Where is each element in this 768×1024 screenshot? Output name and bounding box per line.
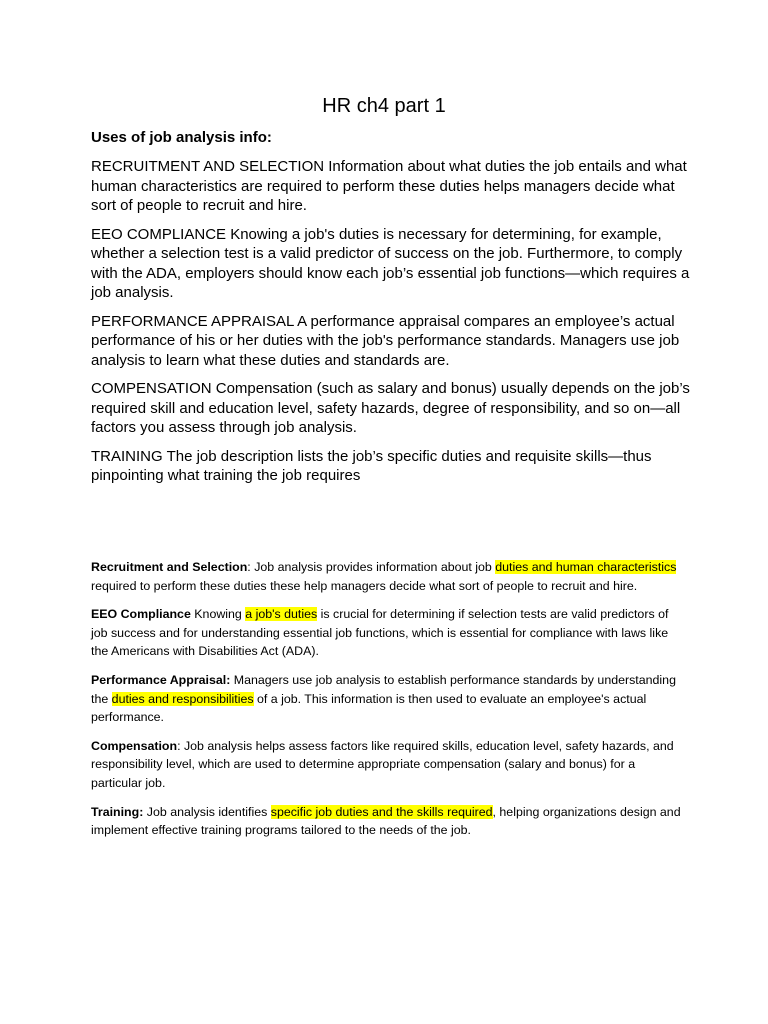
- summary-text: required to perform these duties these help managers decide what sort of people to recruit and hire.: [91, 578, 638, 593]
- summary-training: [91, 803, 681, 840]
- summary-performance: [91, 671, 681, 727]
- paragraph-eeo: EEO COMPLIANCE Knowing a job's duties is necessary for determining, for example, whether a selection test is a valid predictor of success on the job. Furthermore, to comply with the ADA, employers should know each job’s essential job functions—which requires a job analysis.: [91, 225, 690, 301]
- highlighted-text: a job's duties: [245, 607, 318, 622]
- summary-text: Managers use job analysis to establish performance standards by understanding the: [91, 672, 676, 706]
- paragraph-training: TRAINING The job description lists the job’s specific duties and requisite skills—thus pinpointing what training the job requires: [91, 447, 652, 484]
- summary-eeo: [91, 605, 681, 661]
- highlighted-text: duties and human characteristics: [495, 560, 677, 574]
- original-notes: [91, 128, 691, 495]
- section-heading: Uses of job analysis info:: [91, 129, 272, 146]
- summary-label: Compensation: [91, 738, 178, 753]
- summary-label: Performance Appraisal:: [91, 672, 231, 687]
- highlighted-text: specific job duties and the skills required: [270, 804, 493, 819]
- summary-text: Job analysis provides information about job: [250, 560, 496, 574]
- summary-text: of a job. This information is then used to evaluate an employee's actual performance.: [91, 691, 647, 725]
- summary-text: , helping organizations design and implement effective training programs tailored to the needs of the job.: [91, 804, 681, 838]
- summary-text: Knowing: [190, 607, 246, 622]
- summary-label: Training:: [91, 804, 144, 819]
- highlighted-text: duties and responsibilities: [111, 691, 254, 706]
- summary-text: Job analysis helps assess factors like required skills, education level, safety hazards, and responsibility level, which are used to determine appropriate compensation (salary and bonus) for a particular job.: [91, 738, 674, 790]
- summary-colon: :: [247, 560, 251, 574]
- paragraph-performance: PERFORMANCE APPRAISAL A performance appraisal compares an employee’s actual performance of his or her duties with the job's performance standards. Managers use job analysis to learn what these duties and standards are.: [91, 312, 680, 369]
- summary-colon: :: [177, 738, 181, 753]
- summary-text: is crucial for determining if selection tests are valid predictors of job success and for understanding essential job functions, which is essential for compliance with laws like the Americans with Disabilities Act (ADA).: [91, 607, 669, 659]
- summary-notes: [91, 558, 681, 850]
- paragraph-recruitment: RECRUITMENT AND SELECTION Information about what duties the job entails and what human characteristics are required to perform these duties helps managers decide what sort of people to recruit and hire.: [91, 158, 687, 214]
- page-title: HR ch4 part 1: [322, 95, 446, 117]
- summary-recruitment: [91, 558, 681, 595]
- summary-text: Job analysis identifies: [143, 804, 271, 819]
- summary-label: Recruitment and Selection: [91, 560, 248, 574]
- paragraph-compensation: COMPENSATION Compensation (such as salary and bonus) usually depends on the job’s required skill and education level, safety hazards, degree of responsibility, and so on—all factors you assess through job analysis.: [91, 380, 690, 436]
- summary-compensation: [91, 737, 681, 793]
- summary-label: EEO Compliance: [91, 607, 191, 622]
